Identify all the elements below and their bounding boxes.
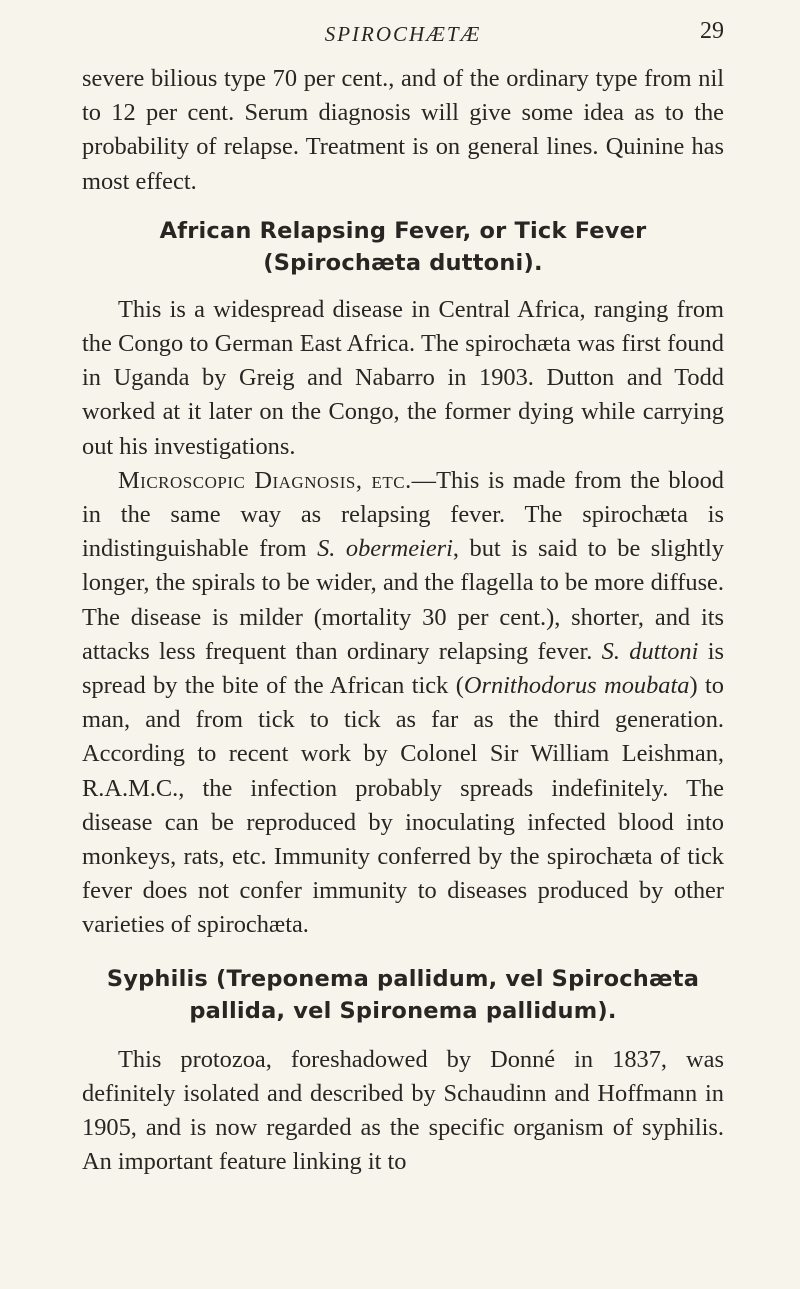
running-title: SPIROCHÆTÆ <box>324 22 482 46</box>
running-header <box>82 0 724 62</box>
syphilis-paragraph: This protozoa, foreshadowed by Donné in 1837, was definitely isolated and described by Schaudinn and Hoffmann in 1905, and is now regarded as the specific organism of syphilis. An important feature linking it to <box>82 1045 724 1176</box>
african-relapsing-fever-intro: This is a widespread disease in Central Africa, ranging from the Congo to German East Africa. The spirochæta was first found in Uganda by Greig and Nabarro in 1903. Dutton and Todd worked at it later on the Congo, the former dying while carrying out his investigations. <box>82 295 724 460</box>
microscopic-diagnosis-label: Microscopic Diagnosis, etc. <box>118 466 412 494</box>
section-heading-african-relapsing-fever: African Relapsing Fever, or Tick Fever (Spirochæta duttoni). <box>159 217 647 276</box>
species-name: S. duttoni <box>601 637 699 665</box>
species-name: Ornithodorus moubata <box>463 672 690 700</box>
section-heading-syphilis: Syphilis (Treponema pallidum, vel Spirochæta pallida, vel Spironema pallidum). <box>106 965 700 1024</box>
microscopic-diagnosis-paragraph <box>82 464 724 943</box>
diagnosis-text: —This is made from the blood in the same way as relapsing fever. The spirochæta is indistinguishable from <box>82 466 724 563</box>
diagnosis-text: is spread by the bite of the African tick ( <box>82 637 724 700</box>
diagnosis-text: , but is said to be slightly longer, the spirals to be wider, and the flagella to be more diffuse. The disease is milder (mortality 30 per cent.), shorter, and its attacks less frequent than ordinary relapsing fever. <box>82 535 724 665</box>
diagnosis-text: ) to man, and from tick to tick as far as the third generation. According to recent work by Colonel Sir William Leishman, R.A.M.C., the infection probably spreads indefinitely. The disease can be reproduced by inoculating infected blood into monkeys, rats, etc. Immunity conferred by the spirochæta of tick fever does not confer immunity to diseases produced by other varieties of spirochæta. <box>82 672 724 939</box>
species-name: S. obermeieri <box>317 535 453 563</box>
page-number: 29 <box>700 18 724 44</box>
continuation-paragraph: severe bilious type 70 per cent., and of the ordinary type from nil to 12 per cent. Serum diagnosis will give some idea as to the probability of relapse. Treatment is on general lines. Quinine has most effect. <box>82 65 724 195</box>
